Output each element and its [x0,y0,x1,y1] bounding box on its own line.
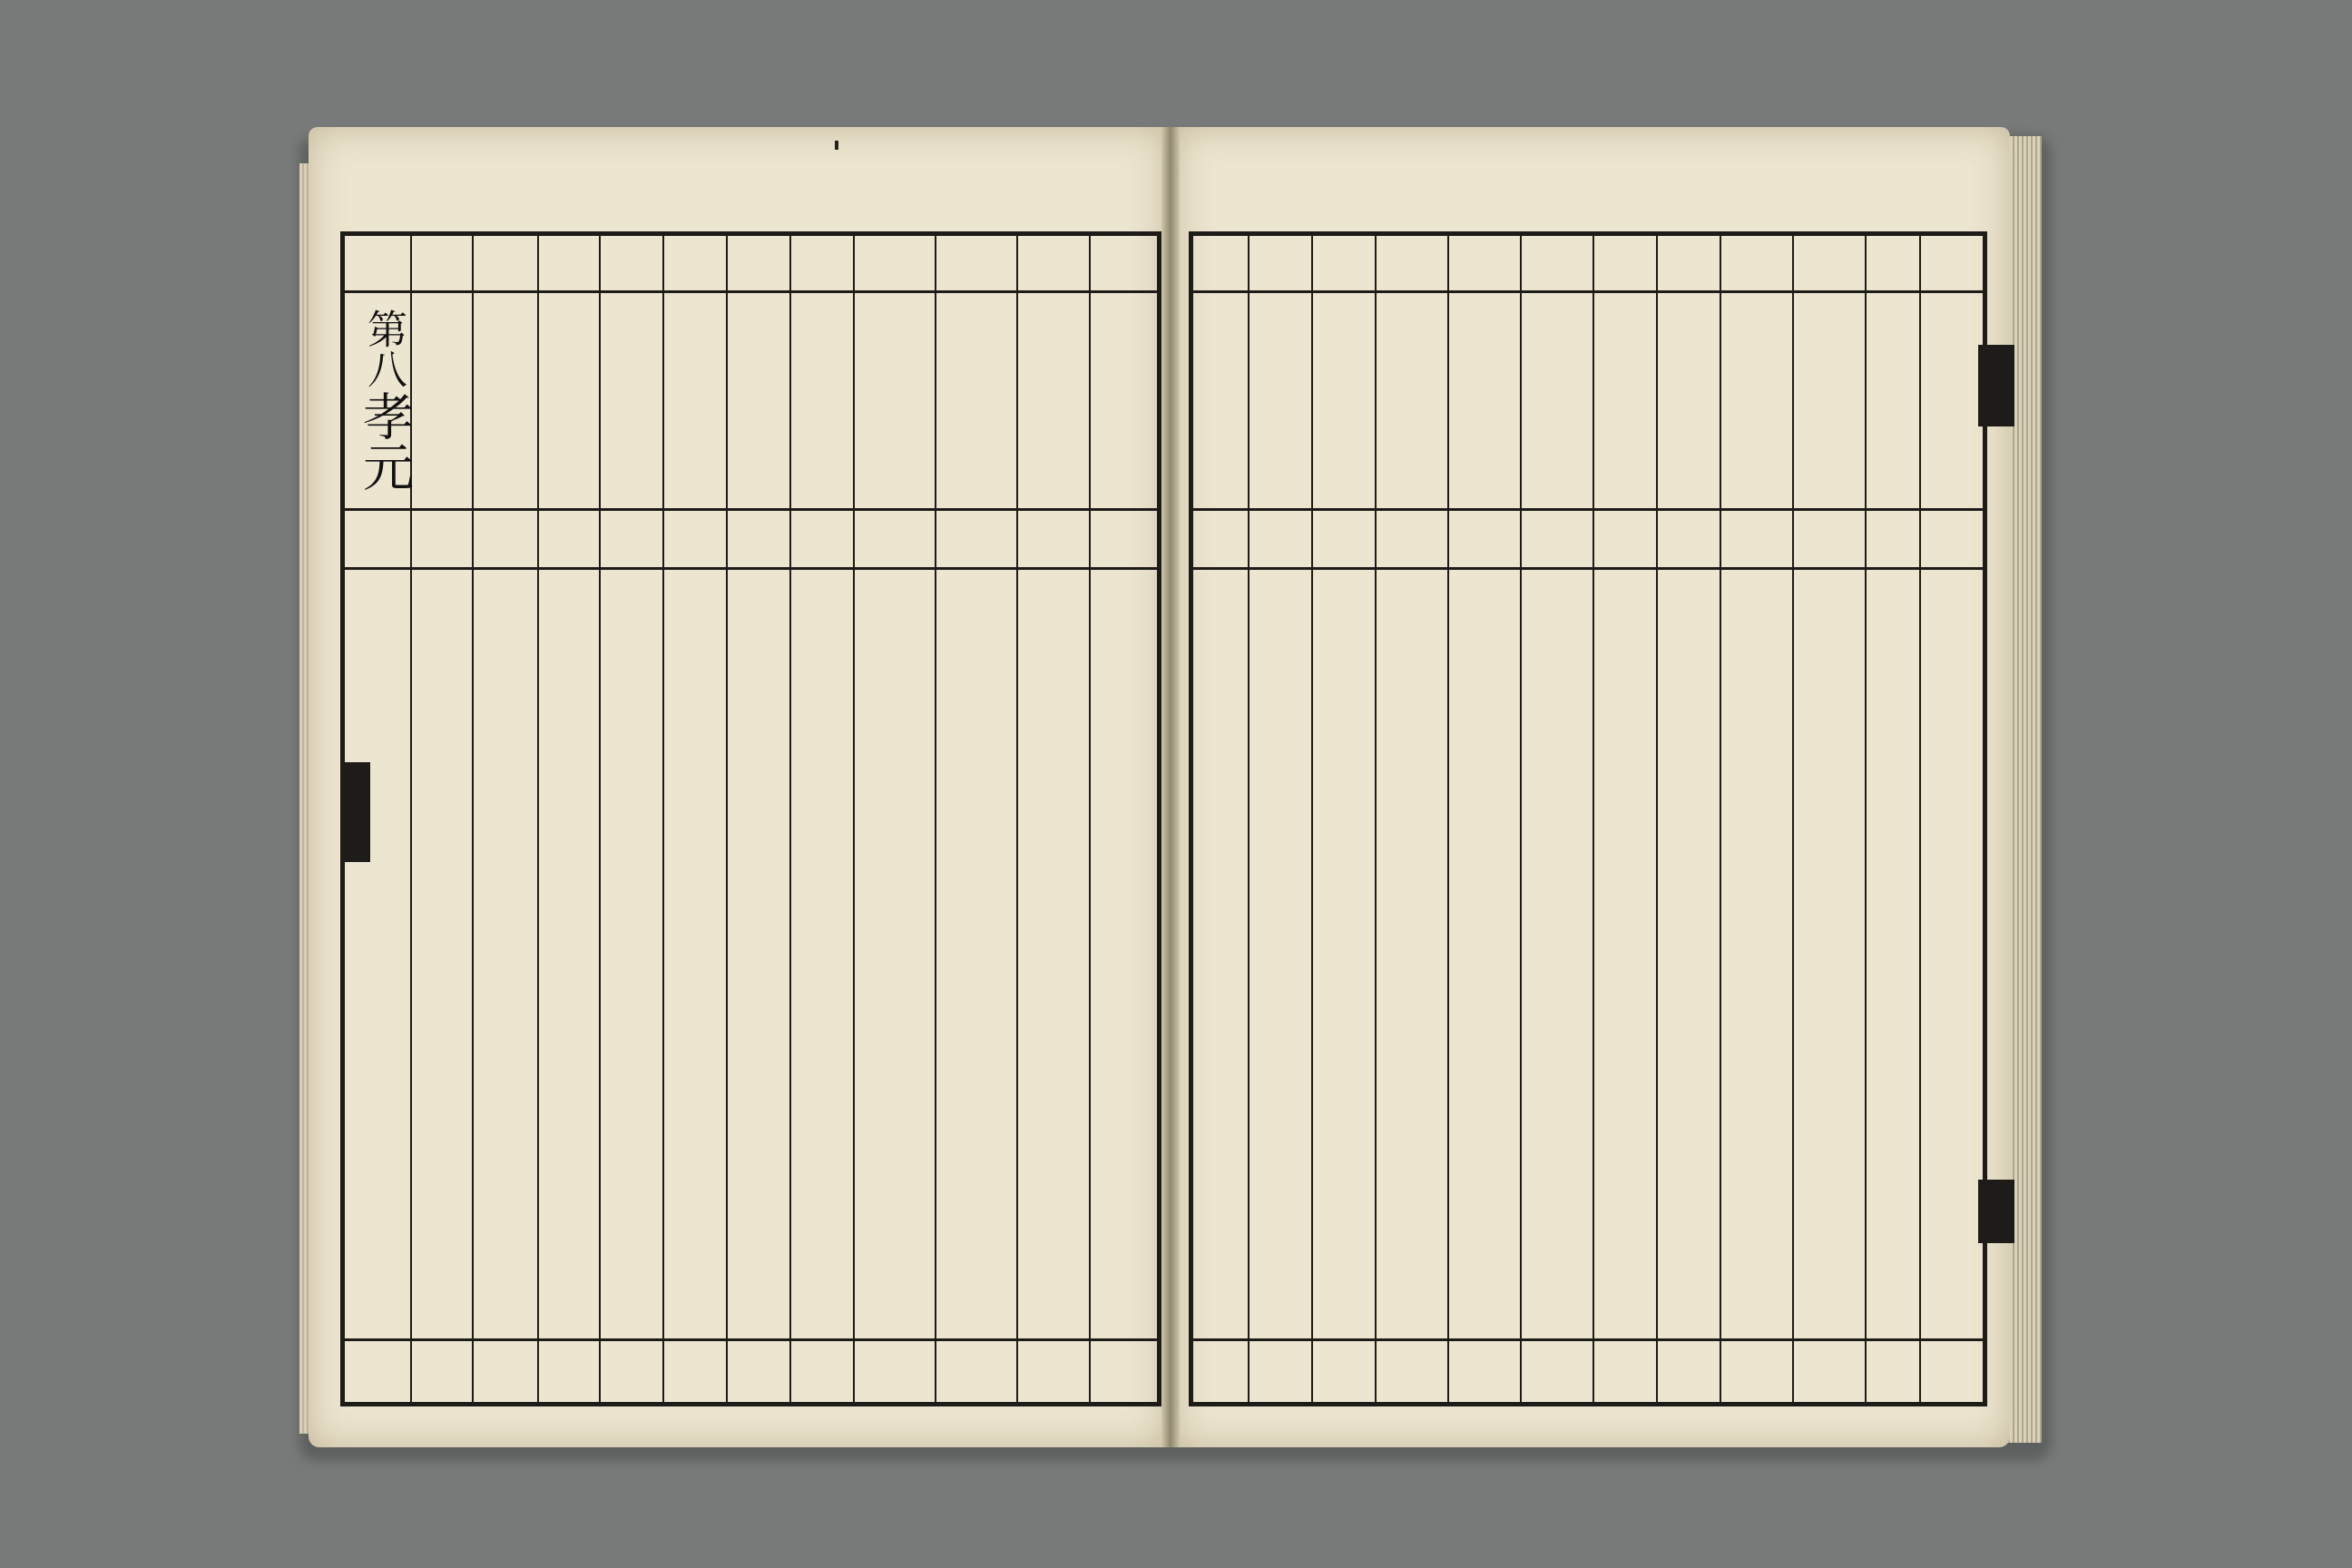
right-column-rule [1311,236,1313,1402]
left-column-rule [662,236,664,1402]
left-table-frame [340,231,1161,1406]
right-column-rule [1919,236,1921,1402]
right-column-rule [1865,236,1867,1402]
right-column-rule [1447,236,1449,1402]
right-column-rule [1792,236,1794,1402]
left-column-rule [935,236,936,1402]
left-column-rule [472,236,474,1402]
left-margin-tab [343,762,370,862]
book-gutter [1161,127,1180,1447]
left-column-rule [1016,236,1018,1402]
right-margin-tab [1978,345,2014,426]
right-column-rule [1248,236,1250,1402]
right-table-frame [1189,231,1987,1406]
right-column-rule [1720,236,1721,1402]
era-marker: 第八 [360,309,407,388]
left-numeral-rule [345,567,1157,570]
left-era-rule [345,508,1157,511]
left-footer-rule [345,1338,1157,1341]
left-column-rule [853,236,855,1402]
left-column-rule [726,236,728,1402]
right-column-rule [1375,236,1377,1402]
left-column-rule [599,236,601,1402]
right-margin-tab [1978,1180,2014,1243]
ink-mark [835,141,838,150]
left-header-rule [345,290,1157,293]
right-column-rule [1520,236,1522,1402]
right-column-rule [1656,236,1658,1402]
left-column-rule [537,236,539,1402]
right-column-rule [1592,236,1594,1402]
left-column-rule [1089,236,1091,1402]
era-name: 孝元 [355,390,414,492]
left-column-rule [789,236,791,1402]
